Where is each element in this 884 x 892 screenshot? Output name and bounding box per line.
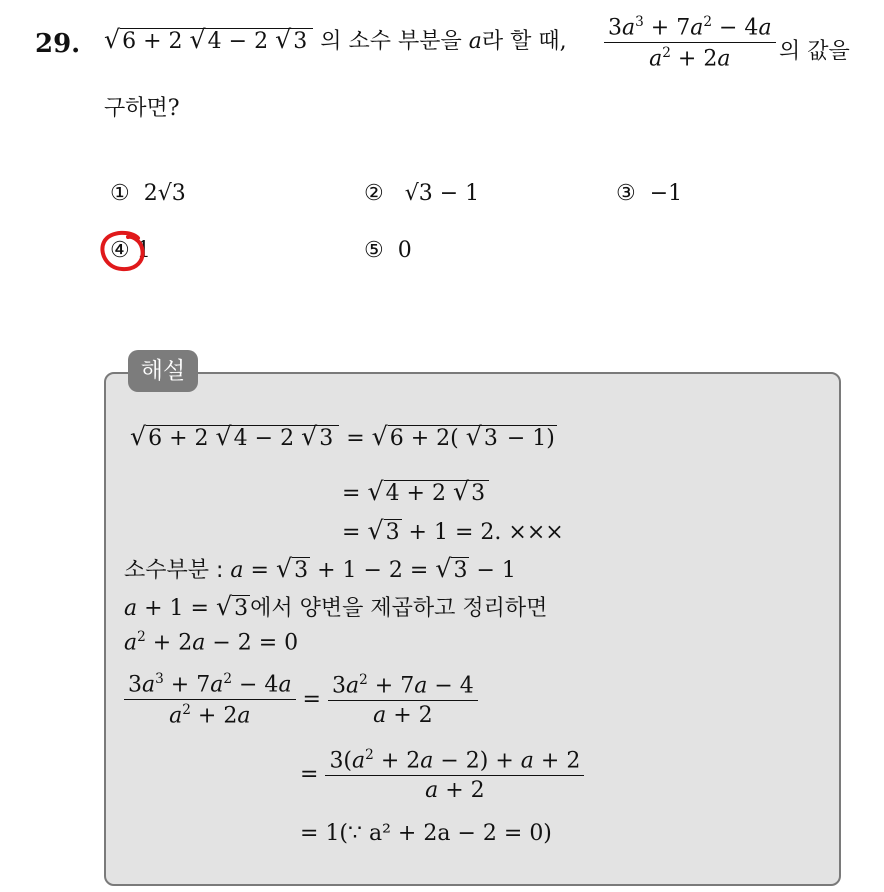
solution-tag: 해설 bbox=[128, 350, 198, 392]
stem-variable: a bbox=[468, 29, 482, 54]
solution-line-9: = 1(∵ a² + 2a − 2 = 0) bbox=[300, 821, 552, 846]
choice-mark: ① bbox=[110, 181, 130, 206]
choice-value: −1 bbox=[649, 181, 683, 206]
stem-text-2: 라 할 때, bbox=[481, 29, 567, 54]
stem-text-1: 의 소수 부분을 bbox=[320, 29, 462, 54]
solution-line-4: 소수부분 : a = √3 + 1 − 2 = √3 − 1 bbox=[124, 554, 516, 583]
choice-3[interactable] bbox=[616, 181, 682, 206]
stem-text-line2: 구하면? bbox=[104, 96, 180, 121]
choice-2[interactable] bbox=[364, 181, 479, 206]
stem-text-3: 의 값을 bbox=[779, 39, 850, 64]
nested-radical: √6 + 2 √4 − 2 √3 bbox=[104, 25, 313, 54]
solution-line-6: $a^2 + 2a - 2 = 0$ bbox=[124, 629, 299, 656]
solution-line-3: = √3 + 1 = 2. ××× bbox=[342, 516, 564, 545]
choice-mark: ③ bbox=[616, 181, 636, 206]
choice-mark: ⑤ bbox=[364, 238, 384, 263]
solution-line-1: √6 + 2 √4 − 2 √3 = √6 + 2( √3 − 1) bbox=[130, 422, 555, 451]
solution-line-7: $\frac{3a^3 + 7a^2 - 4a}{a^2 + 2a}$ = $\frac{3a^2 + 7a - 4}{a + 2}$ bbox=[124, 671, 478, 729]
choice-value: 0 bbox=[397, 238, 412, 263]
choice-mark: ④ bbox=[110, 238, 130, 263]
choice-value: 1 bbox=[136, 238, 151, 263]
choice-value: √3 − 1 bbox=[404, 181, 480, 206]
question-number: 29. bbox=[35, 29, 81, 59]
final-result: 1(∵ a² + 2a − 2 = 0) bbox=[325, 821, 552, 846]
solution-line-5: a + 1 = √3에서 양변을 제곱하고 정리하면 bbox=[124, 592, 548, 621]
target-fraction: $\frac{3a^3 + 7a^2 - 4a}{a^2 + 2a}$ bbox=[604, 14, 776, 72]
answer-circle-mark bbox=[98, 228, 150, 274]
square-label: 에서 양변을 제곱하고 정리하면 bbox=[250, 596, 548, 621]
choice-mark: ② bbox=[364, 181, 384, 206]
solution-line-8: = $\frac{3(a^2 + 2a - 2) + a + 2}{a + 2}$ bbox=[300, 747, 584, 803]
decimal-label: 소수부분 : bbox=[124, 558, 224, 583]
solution-line-2: = √4 + 2 √3 bbox=[342, 477, 489, 506]
choice-value: 2√3 bbox=[143, 181, 186, 206]
choice-1[interactable] bbox=[110, 181, 186, 206]
question-stem bbox=[104, 24, 567, 55]
choice-5[interactable] bbox=[364, 238, 412, 263]
question-fraction bbox=[604, 14, 776, 72]
